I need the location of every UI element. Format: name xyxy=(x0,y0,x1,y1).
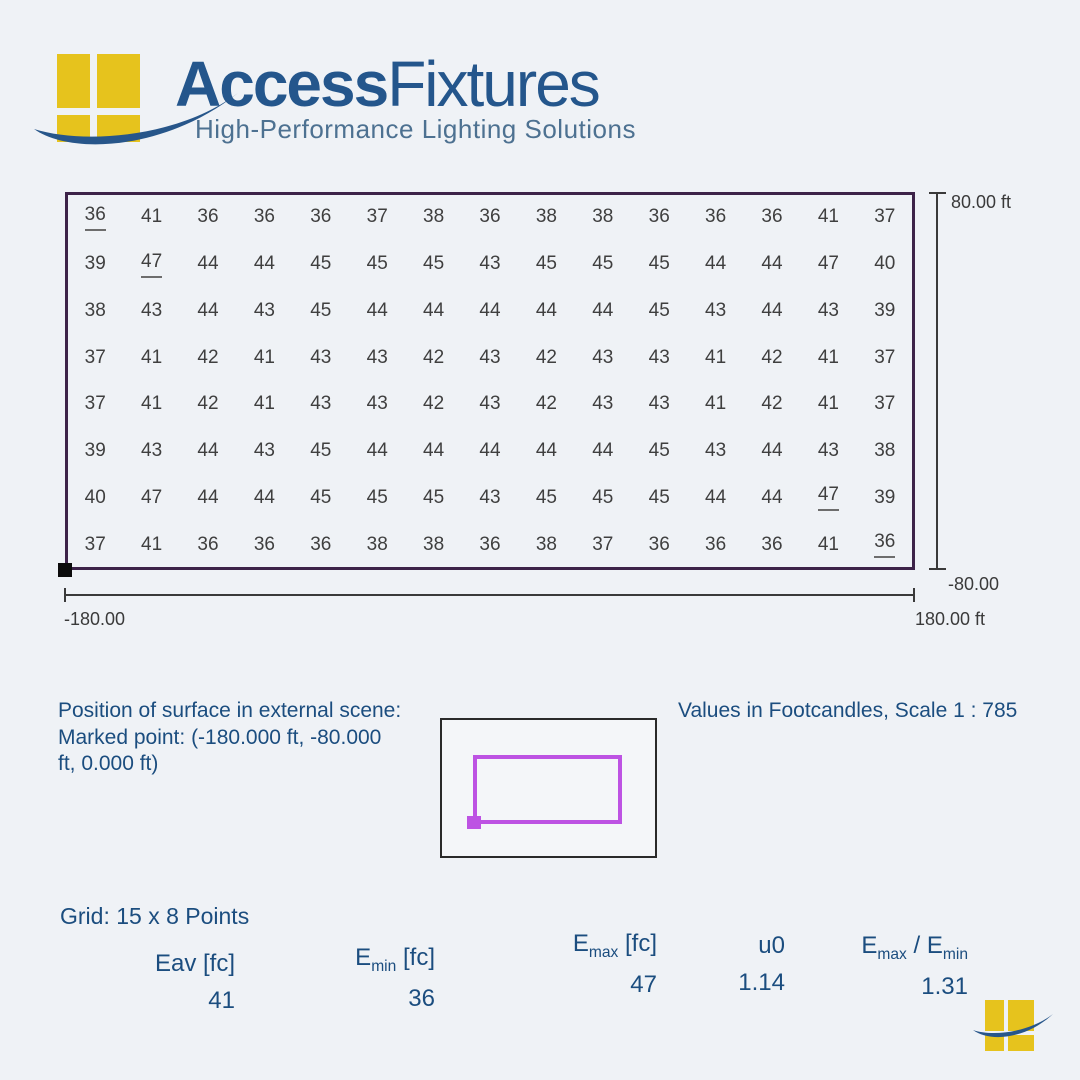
grid-value: 45 xyxy=(535,486,557,508)
grid-value: 44 xyxy=(423,440,445,462)
dim-label-left: -180.00 xyxy=(64,609,126,629)
grid-value: 44 xyxy=(705,253,727,275)
grid-value: 36 xyxy=(761,533,783,555)
grid-value: 45 xyxy=(648,486,670,508)
brand-name xyxy=(175,47,599,121)
grid-value: 43 xyxy=(648,346,670,368)
grid-value: 45 xyxy=(310,253,332,275)
grid-value: 37 xyxy=(84,533,106,555)
grid-value: 44 xyxy=(366,440,388,462)
grid-value: 36 xyxy=(648,206,670,228)
grid-value: 39 xyxy=(874,486,896,508)
grid-value: 37 xyxy=(84,393,106,415)
grid-value: 43 xyxy=(310,346,332,368)
grid-value: 41 xyxy=(705,346,727,368)
grid-value: 44 xyxy=(761,299,783,321)
grid-value: 44 xyxy=(197,253,219,275)
grid-value: 38 xyxy=(535,533,557,555)
grid-value: 42 xyxy=(197,393,219,415)
grid-value: 43 xyxy=(366,346,388,368)
grid-value: 45 xyxy=(310,440,332,462)
grid-value: 44 xyxy=(423,299,445,321)
grid-value: 42 xyxy=(761,346,783,368)
brand-regular: Fixtures xyxy=(387,48,599,120)
grid-value: 38 xyxy=(592,206,614,228)
grid-value: 41 xyxy=(817,393,839,415)
grid-value: 43 xyxy=(592,346,614,368)
grid-points-label: Grid: 15 x 8 Points xyxy=(60,903,250,929)
horizontal-dimension-left-tick xyxy=(64,588,66,602)
grid-value: 45 xyxy=(592,253,614,275)
grid-values xyxy=(67,194,913,568)
marked-point-square xyxy=(58,563,72,577)
grid-value: 39 xyxy=(84,253,106,275)
grid-value: 37 xyxy=(874,346,896,368)
grid-value: 45 xyxy=(423,253,445,275)
stat-eav-label: Eav [fc] xyxy=(154,950,235,977)
grid-value: 43 xyxy=(705,299,727,321)
stat-u0 xyxy=(700,932,785,997)
grid-value: 38 xyxy=(366,533,388,555)
grid-value: 41 xyxy=(817,346,839,368)
grid-value: 43 xyxy=(479,253,501,275)
stat-ratio-value: 1.31 xyxy=(921,972,968,1000)
grid-value: 40 xyxy=(84,486,106,508)
grid-value: 43 xyxy=(366,393,388,415)
vertical-dimension-bottom-tick xyxy=(929,568,946,570)
footer-logo xyxy=(985,1000,1034,1051)
grid-value: 41 xyxy=(705,393,727,415)
stat-eav-value: 41 xyxy=(208,987,235,1014)
grid-value: 43 xyxy=(253,440,275,462)
dim-label-bottom: -80.00 xyxy=(948,574,1000,594)
grid-value: 36 xyxy=(253,533,275,555)
grid-value: 44 xyxy=(761,440,783,462)
grid-value: 44 xyxy=(197,299,219,321)
grid-value: 39 xyxy=(84,440,106,462)
grid-value: 44 xyxy=(535,299,557,321)
grid-value: 44 xyxy=(197,486,219,508)
grid-value: 36 xyxy=(197,206,219,228)
grid-value: 44 xyxy=(592,299,614,321)
grid-value: 45 xyxy=(648,440,670,462)
grid-value: 45 xyxy=(366,253,388,275)
vertical-dimension-top-tick xyxy=(929,192,946,194)
grid-value: 36 xyxy=(479,533,501,555)
grid-value: 42 xyxy=(761,393,783,415)
values-scale-text: Values in Footcandles, Scale 1 : 785 xyxy=(678,699,1018,722)
grid-value: 47 xyxy=(800,475,856,522)
thumbnail-surface-rect xyxy=(473,755,622,824)
grid-value: 45 xyxy=(366,486,388,508)
grid-value: 41 xyxy=(253,346,275,368)
grid-value: 43 xyxy=(817,440,839,462)
grid-value: 41 xyxy=(253,393,275,415)
grid-value: 41 xyxy=(141,533,163,555)
grid-value: 44 xyxy=(253,253,275,275)
grid-value: 42 xyxy=(423,346,445,368)
dim-label-top: 80.00 ft xyxy=(951,192,1012,212)
grid-value: 45 xyxy=(310,486,332,508)
grid-value: 44 xyxy=(761,253,783,275)
grid-value: 43 xyxy=(648,393,670,415)
grid-value: 36 xyxy=(857,521,913,568)
grid-value: 36 xyxy=(761,206,783,228)
grid-value: 36 xyxy=(648,533,670,555)
grid-value: 44 xyxy=(761,486,783,508)
grid-value: 36 xyxy=(479,206,501,228)
grid-value: 44 xyxy=(592,440,614,462)
grid-value: 45 xyxy=(592,486,614,508)
grid-value: 44 xyxy=(479,299,501,321)
scene-thumbnail xyxy=(440,718,657,858)
grid-value: 36 xyxy=(705,533,727,555)
grid-value: 45 xyxy=(310,299,332,321)
grid-value: 44 xyxy=(479,440,501,462)
grid-value: 41 xyxy=(817,533,839,555)
grid-value: 41 xyxy=(817,206,839,228)
grid-value: 38 xyxy=(423,533,445,555)
grid-value: 45 xyxy=(648,299,670,321)
grid-value: 37 xyxy=(592,533,614,555)
grid-value: 38 xyxy=(535,206,557,228)
grid-value: 36 xyxy=(310,533,332,555)
grid-value: 43 xyxy=(310,393,332,415)
grid-value: 43 xyxy=(479,393,501,415)
stat-emax-value: 47 xyxy=(630,970,657,998)
grid-value: 44 xyxy=(366,299,388,321)
grid-value: 41 xyxy=(141,393,163,415)
stat-ratio-label: $E_{max} / E_{min}$ xyxy=(861,932,968,963)
grid-value: 42 xyxy=(423,393,445,415)
grid-value: 45 xyxy=(648,253,670,275)
brand-tagline: High-Performance Lighting Solutions xyxy=(195,114,636,144)
grid-value: 45 xyxy=(423,486,445,508)
footer-logo-swoosh-icon xyxy=(971,1011,1056,1043)
stat-eav xyxy=(100,950,235,1015)
grid-value: 44 xyxy=(705,486,727,508)
grid-value: 43 xyxy=(479,486,501,508)
grid-value: 39 xyxy=(874,299,896,321)
stat-ratio xyxy=(810,932,968,1001)
grid-value: 43 xyxy=(705,440,727,462)
grid-value: 47 xyxy=(141,486,163,508)
grid-value: 43 xyxy=(141,299,163,321)
brand-bold: Access xyxy=(175,48,388,120)
grid-value: 47 xyxy=(123,241,179,288)
stat-emin-value: 36 xyxy=(408,984,435,1012)
grid-value: 42 xyxy=(535,393,557,415)
grid-value: 43 xyxy=(592,393,614,415)
stat-emax-label: $E_{max}$ [fc] xyxy=(572,930,657,961)
grid-value: 43 xyxy=(141,440,163,462)
grid-value: 37 xyxy=(874,206,896,228)
horizontal-dimension-right-tick xyxy=(913,588,915,602)
grid-value: 36 xyxy=(67,194,123,241)
grid-value: 42 xyxy=(535,346,557,368)
grid-value: 37 xyxy=(366,206,388,228)
grid-value: 38 xyxy=(84,299,106,321)
grid-value: 43 xyxy=(253,299,275,321)
grid-value: 41 xyxy=(141,206,163,228)
grid-value: 44 xyxy=(253,486,275,508)
grid-value: 42 xyxy=(197,346,219,368)
grid-value: 40 xyxy=(874,253,896,275)
grid-value: 37 xyxy=(874,393,896,415)
grid-value: 45 xyxy=(535,253,557,275)
grid-value: 36 xyxy=(253,206,275,228)
dim-label-right: 180.00 ft xyxy=(915,609,986,629)
vertical-dimension-line xyxy=(936,193,938,569)
stat-u0-label: u0 xyxy=(758,932,785,959)
grid-value: 43 xyxy=(479,346,501,368)
grid-value: 36 xyxy=(705,206,727,228)
stat-emin xyxy=(280,944,435,1013)
grid-value: 38 xyxy=(874,440,896,462)
stat-u0-value: 1.14 xyxy=(738,969,785,996)
horizontal-dimension-line xyxy=(65,594,915,596)
grid-value: 43 xyxy=(817,299,839,321)
grid-value: 37 xyxy=(84,346,106,368)
grid-value: 47 xyxy=(817,253,839,275)
grid-value: 44 xyxy=(535,440,557,462)
grid-value: 38 xyxy=(423,206,445,228)
grid-value: 41 xyxy=(141,346,163,368)
surface-position-text: Position of surface in external scene: Marked point: (-180.000 ft, -80.000 ft, 0.000 ft) xyxy=(58,699,402,776)
stat-emax xyxy=(500,930,657,999)
grid-value: 36 xyxy=(197,533,219,555)
grid-value: 44 xyxy=(197,440,219,462)
grid-value: 36 xyxy=(310,206,332,228)
thumbnail-marked-point xyxy=(467,816,481,829)
stat-emin-label: $E_{min}$ [fc] xyxy=(355,944,435,975)
